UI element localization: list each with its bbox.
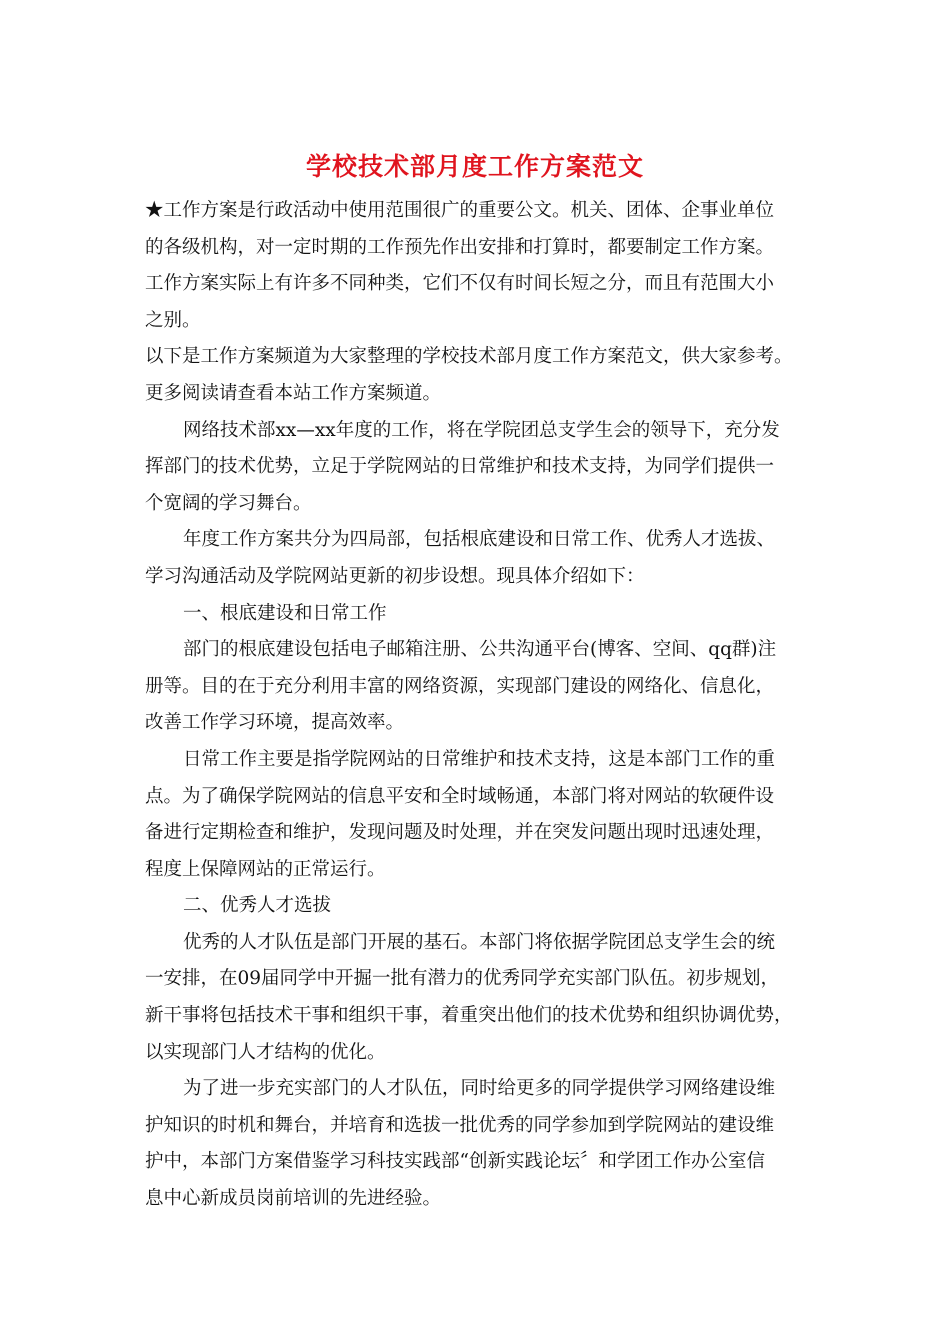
body-line: 以实现部门人才结构的优化。 (145, 1041, 386, 1063)
body-line: 网络技术部xx—xx年度的工作，将在学院团总支学生会的领导下，充分发 (183, 419, 780, 441)
body-line: 护中，本部门方案借鉴学习科技实践部“创新实践论坛〞和学团工作办公室信 (145, 1151, 765, 1173)
body-line: 册等。目的在于充分利用丰富的网络资源，实现部门建设的网络化、信息化， (145, 675, 775, 697)
body-line: 部门的根底建设包括电子邮箱注册、公共沟通平台(博客、空间、qq群)注 (183, 639, 777, 661)
document-body (145, 193, 815, 1218)
body-line: 护知识的时机和舞台，并培育和选拔一批优秀的同学参加到学院网站的建设维 (145, 1114, 775, 1136)
body-line: 年度工作方案共分为四局部，包括根底建设和日常工作、优秀人才选拔、 (183, 529, 776, 551)
body-line: 新干事将包括技术干事和组织干事，着重突出他们的技术优势和组织协调优势， (145, 1005, 793, 1027)
document-title: 学校技术部月度工作方案范文 (305, 152, 644, 181)
body-line: 的各级机构，对一定时期的工作预先作出安排和打算时，都要制定工作方案。 (145, 236, 775, 258)
body-line: 一、根底建设和日常工作 (183, 602, 387, 624)
body-line: 点。为了确保学院网站的信息平安和全时域畅通，本部门将对网站的软硬件设 (145, 785, 775, 807)
body-line: 工作方案实际上有许多不同种类，它们不仅有时间长短之分，而且有范围大小 (145, 273, 775, 295)
body-line: 挥部门的技术优势，立足于学院网站的日常维护和技术支持，为同学们提供一 (145, 456, 775, 478)
body-line: 以下是工作方案频道为大家整理的学校技术部月度工作方案范文，供大家参考。 (145, 346, 793, 368)
body-line: 个宽阔的学习舞台。 (145, 492, 312, 514)
body-line: 一安排，在09届同学中开掘一批有潜力的优秀同学充实部门队伍。初步规划， (145, 968, 780, 990)
body-line: 之别。 (145, 309, 201, 331)
body-line: 学习沟通活动及学院网站更新的初步设想。现具体介绍如下： (145, 565, 645, 587)
body-line: 更多阅读请查看本站工作方案频道。 (145, 382, 442, 404)
body-line: 二、优秀人才选拔 (183, 895, 332, 917)
body-line: ★工作方案是行政活动中使用范围很广的重要公文。机关、团体、企事业单位 (145, 200, 775, 221)
body-line: 程度上保障网站的正常运行。 (145, 858, 386, 880)
body-line: 为了进一步充实部门的人才队伍，同时给更多的同学提供学习网络建设维 (183, 1078, 776, 1100)
body-line: 息中心新成员岗前培训的先进经验。 (145, 1188, 442, 1210)
body-line: 日常工作主要是指学院网站的日常维护和技术支持，这是本部门工作的重 (183, 748, 776, 770)
body-line: 改善工作学习环境，提高效率。 (145, 712, 405, 734)
body-line: 优秀的人才队伍是部门开展的基石。本部门将依据学院团总支学生会的统 (183, 931, 776, 953)
body-line: 备进行定期检查和维护，发现问题及时处理，并在突发问题出现时迅速处理， (145, 822, 775, 844)
